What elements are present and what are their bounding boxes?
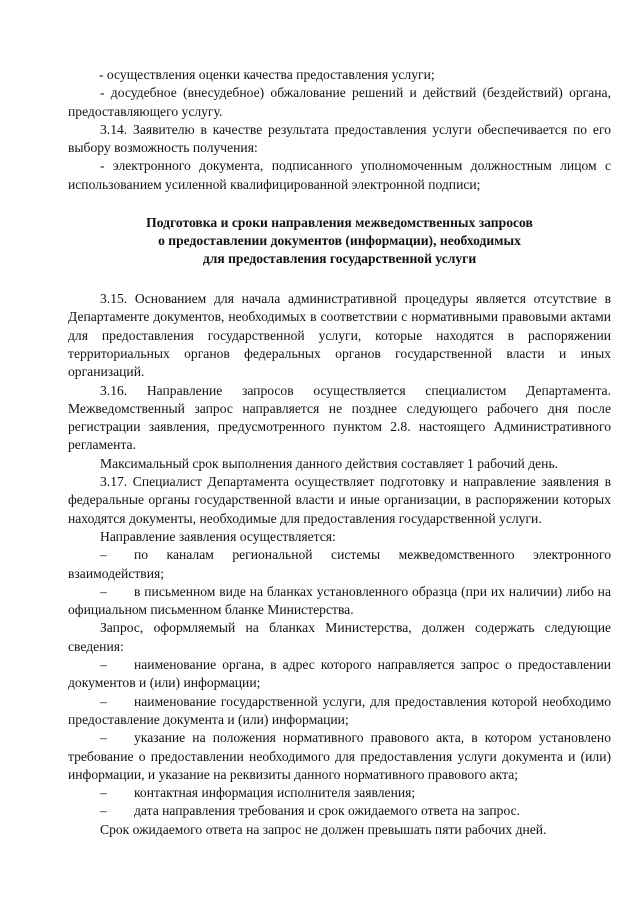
- list-item: [68, 784, 611, 802]
- list-item-text: наименование органа, в адрес которого направляется запрос о предоставлении документов и (или) информации;: [68, 657, 611, 691]
- heading-line: о предоставлении документов (информации), необходимых: [158, 233, 521, 249]
- heading-line: Подготовка и сроки направления межведомственных запросов: [146, 215, 533, 231]
- list-item: [68, 729, 611, 784]
- paragraph-max-term: Максимальный срок выполнения данного действия составляет 1 рабочий день.: [100, 455, 559, 471]
- list-item-text: по каналам региональной системы межведомственного электронного взаимодействия;: [68, 547, 611, 581]
- list-item: [68, 802, 611, 820]
- list-item: [68, 546, 611, 583]
- dash-marker: –: [100, 583, 107, 599]
- paragraph-response-term: Срок ожидаемого ответа на запрос не должен превышать пяти рабочих дней.: [100, 821, 547, 837]
- list-item: [68, 583, 611, 620]
- list-item-text: контактная информация исполнителя заявления;: [134, 785, 416, 801]
- dash-marker: –: [100, 803, 107, 819]
- list-item: [68, 656, 611, 693]
- list-item: [68, 693, 611, 730]
- list-item-electronic-document: - электронного документа, подписанного уполномоченным должностным лицом с использованием усиленной квалифицированной электронной подписи;: [68, 158, 611, 192]
- dash-marker: –: [100, 785, 107, 801]
- paragraph-3-17: 3.17. Специалист Департамента осуществляет подготовку и направление заявления в федеральные органы государственной власти и иные организации, в распоряжении которых находятся документы, необходимые для предоставления государственной услуги.: [68, 474, 611, 526]
- list-item-quality: - осуществления оценки качества предоставления услуги;: [99, 67, 435, 82]
- dash-marker: –: [100, 657, 107, 673]
- list-item-text: наименование государственной услуги, для предоставления которой необходимо предоставление документа и (или) информации;: [68, 693, 611, 727]
- paragraph-3-15: 3.15. Основанием для начала административной процедуры является отсутствие в Департаменте документов, необходимых в соответствии с нормативными правовыми актами для предоставления государственной услуги, которые находятся в распоряжении территориальных органов федеральных органов государственной власти и иных организаций.: [68, 291, 611, 380]
- list-item-appeal: - досудебное (внесудебное) обжалование решений и действий (бездействий) органа, предоставляющего услугу.: [68, 85, 611, 119]
- paragraph-3-14: 3.14. Заявителю в качестве результата предоставления услуги обеспечивается по его выбору возможность получения:: [68, 121, 611, 156]
- paragraph-request: Запрос, оформляемый на бланках Министерства, должен содержать следующие сведения:: [68, 620, 611, 654]
- paragraph-3-16: 3.16. Направление запросов осуществляется специалистом Департамента. Межведомственный запрос направляется не позднее следующего рабочего дня после регистрации заявления, предусмотренного пунктом 2.8. настоящего Административного регламента.: [68, 382, 611, 453]
- list-item-text: дата направления требования и срок ожидаемого ответа на запрос.: [134, 803, 521, 819]
- paragraph-direction: Направление заявления осуществляется:: [100, 528, 336, 544]
- dash-marker: –: [100, 693, 107, 709]
- list-item-text: в письменном виде на бланках установленного образца (при их наличии) либо на официальном письменном бланке Министерства.: [68, 583, 611, 618]
- dash-marker: –: [100, 547, 107, 563]
- list-item-text: указание на положения нормативного правового акта, в котором установлено требование о предоставлении необходимого для предоставления услуги документа и (или) информации, и указание на реквизиты данного нормативного правового акта;: [68, 730, 611, 782]
- heading-line: для предоставления государственной услуги: [202, 251, 477, 267]
- section-heading: [68, 214, 611, 268]
- dash-marker: –: [100, 730, 107, 746]
